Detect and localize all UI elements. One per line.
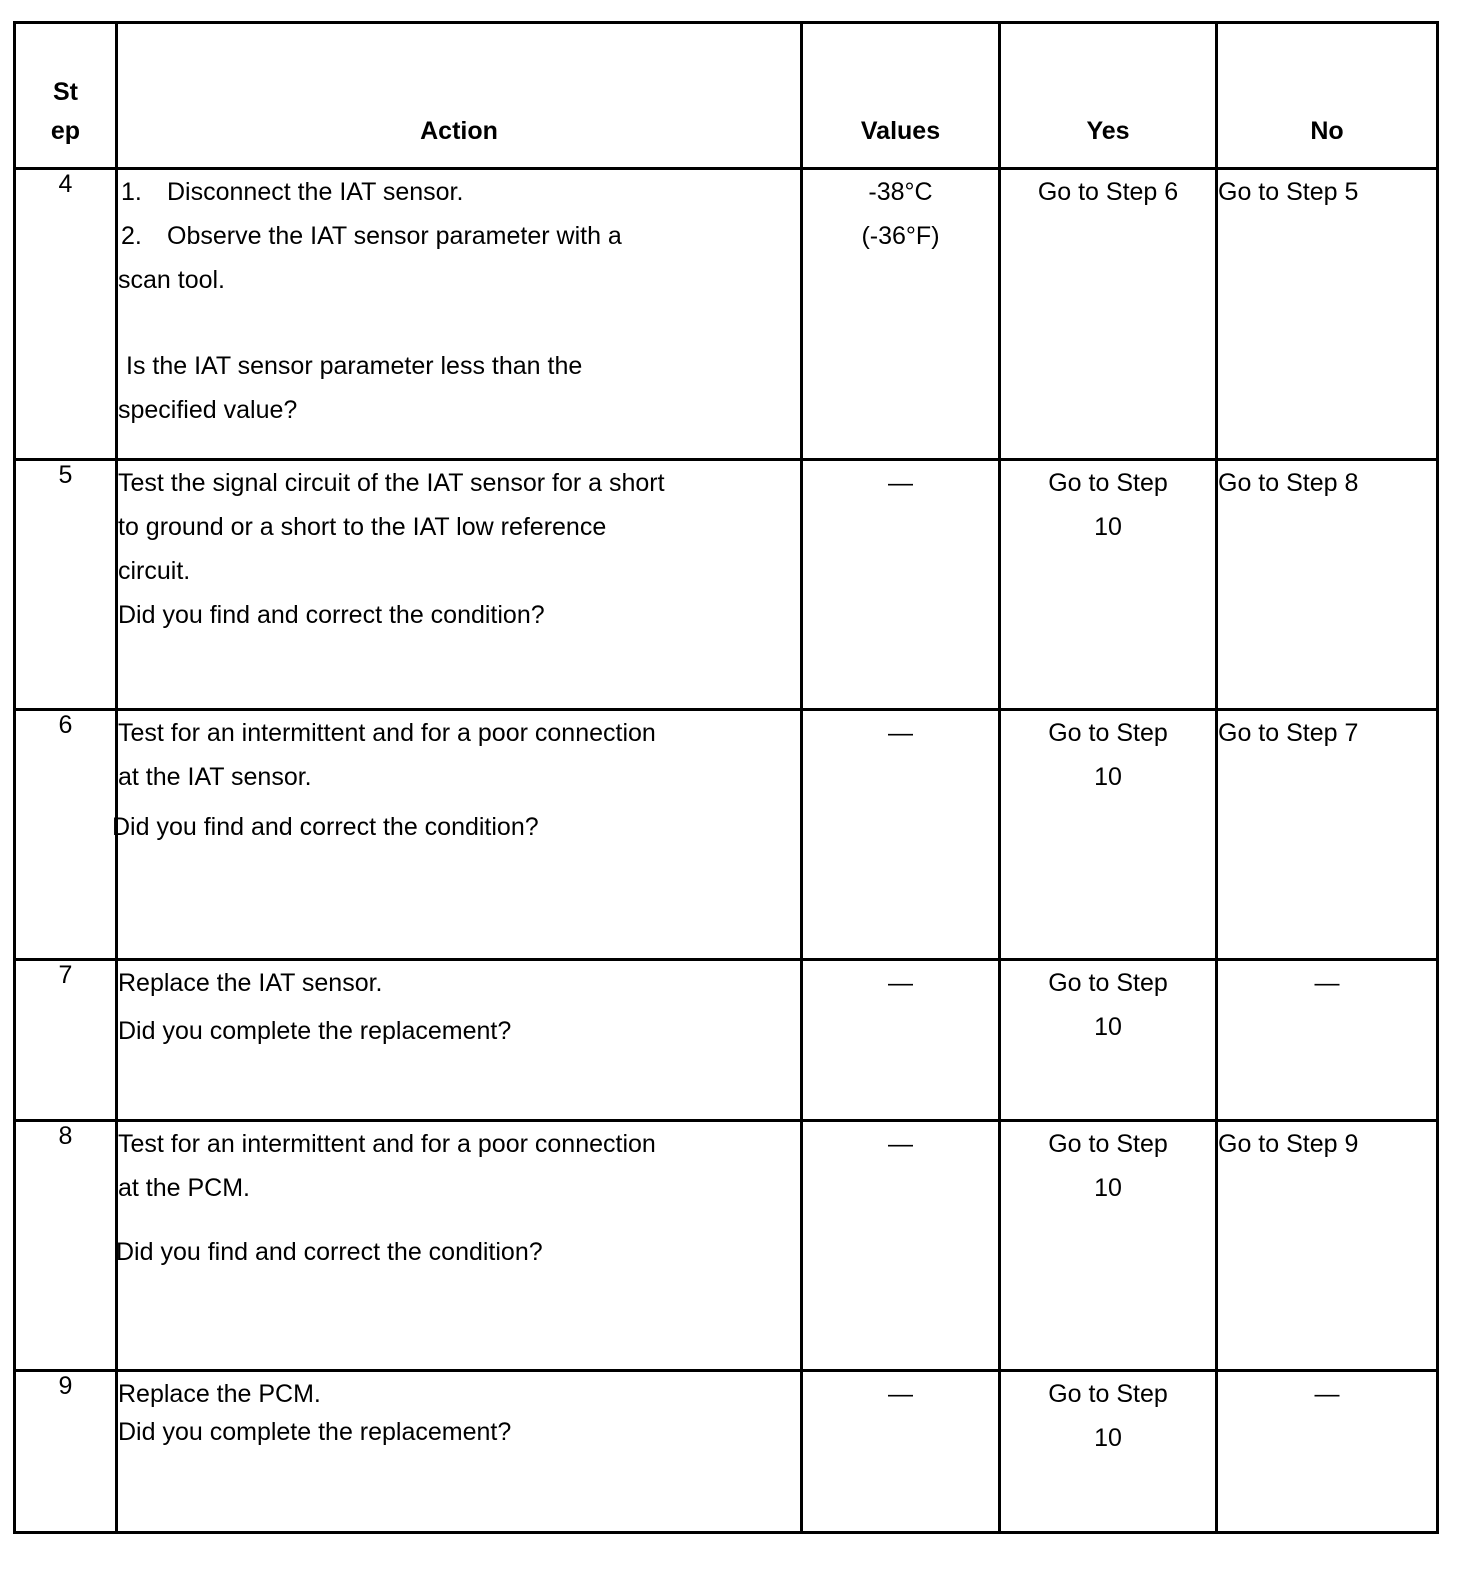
action-question: Did you complete the replacement? [118,1017,512,1045]
yes-step-number: 10 [1094,1174,1122,1202]
step-number: 6 [15,710,117,960]
yes-text: Go to Step [1048,469,1168,497]
values-cell: — [802,960,1000,1121]
no-cell: Go to Step 5 [1217,169,1438,460]
header-step-line1: St [53,78,78,106]
action-text: to ground or a short to the IAT low reference [118,513,607,541]
value-celsius: -38°C [868,178,933,206]
step-number: 5 [15,460,117,710]
header-step-line2: ep [50,117,81,145]
table-row [15,710,1438,960]
list-number: 1. [121,178,142,206]
action-question: specified value? [118,396,298,424]
action-cell [117,169,802,460]
table-row [15,460,1438,710]
value-fahrenheit: (-36°F) [861,222,940,250]
yes-step-number: 10 [1094,1424,1122,1452]
step-number: 8 [15,1121,117,1371]
step-number: 9 [15,1371,117,1533]
yes-step-number: 10 [1094,513,1122,541]
header-yes: Yes [1000,23,1217,169]
header-values: Values [802,23,1000,169]
values-cell: — [802,1371,1000,1533]
action-text: Replace the PCM. [118,1380,321,1408]
yes-text: Go to Step [1048,1130,1168,1158]
no-cell: Go to Step 8 [1217,460,1438,710]
action-text: circuit. [118,557,191,585]
yes-cell: Go to Step 6 [1000,169,1217,460]
action-text: Replace the IAT sensor. [118,969,383,997]
yes-cell [1000,710,1217,960]
action-question: Did you find and correct the condition? [112,813,539,841]
table-row [15,1371,1438,1533]
values-cell [802,169,1000,460]
action-text: Test for an intermittent and for a poor connection [118,1130,656,1158]
step-number: 7 [15,960,117,1121]
table-header-row [15,23,1438,169]
header-action: Action [117,23,802,169]
yes-cell [1000,960,1217,1121]
action-cell [117,460,802,710]
action-cell [112,710,802,960]
table-row [15,1121,1438,1371]
no-cell: — [1217,1371,1438,1533]
yes-text: Go to Step [1048,719,1168,747]
table-row [15,960,1438,1121]
action-text: Test the signal circuit of the IAT sensor for a short [118,469,665,497]
table-row [15,169,1438,460]
action-text: Observe the IAT sensor parameter with a [167,222,622,250]
no-cell: — [1217,960,1438,1121]
action-cell [117,1371,802,1533]
yes-text: Go to Step [1048,969,1168,997]
yes-cell [1000,1121,1217,1371]
action-question: Did you complete the replacement? [118,1418,512,1446]
values-cell: — [802,460,1000,710]
yes-step-number: 10 [1094,1013,1122,1041]
action-text: at the IAT sensor. [118,763,312,791]
yes-cell [1000,1371,1217,1533]
values-cell: — [802,710,1000,960]
action-cell [117,1121,802,1371]
values-cell: — [802,1121,1000,1371]
no-cell: Go to Step 9 [1217,1121,1438,1371]
step-number: 4 [15,169,117,460]
diagnostic-table [13,21,1439,1534]
yes-step-number: 10 [1094,763,1122,791]
no-cell: Go to Step 7 [1217,710,1438,960]
action-text: Test for an intermittent and for a poor connection [118,719,656,747]
action-question: Did you find and correct the condition? [118,601,545,629]
header-step [15,23,117,169]
action-cell [117,960,802,1121]
action-question: Did you find and correct the condition? [116,1238,543,1266]
yes-cell [1000,460,1217,710]
action-text: scan tool. [118,266,226,294]
action-text: at the PCM. [118,1174,250,1202]
yes-text: Go to Step [1048,1380,1168,1408]
action-text: Disconnect the IAT sensor. [167,178,464,206]
action-question: Is the IAT sensor parameter less than the [126,352,583,380]
list-number: 2. [121,222,142,250]
header-no: No [1217,23,1438,169]
